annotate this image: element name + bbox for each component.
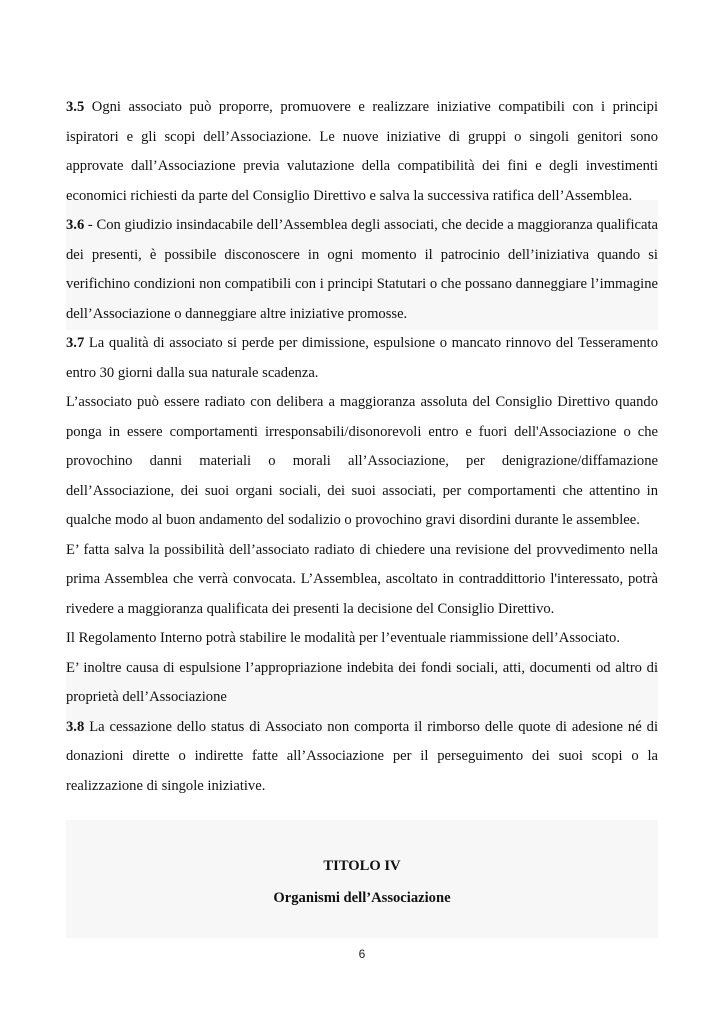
paragraph: Il Regolamento Interno potrà stabilire le modalità per l’eventuale riammissione dell’Associato. [66,630,620,646]
article-number: 3.6 [66,217,85,233]
article-3-6 [66,211,658,329]
article-3-8 [66,713,658,802]
section-title: TITOLO IV [323,858,401,874]
article-3-5 [66,93,658,211]
article-number: 3.8 [66,718,85,735]
article-text: La cessazione dello status di Associato non comporta il rimborso delle quote di adesione né di donazioni dirette o indirette fatte all’Associazione per il perseguimento dei suoi scopi o la realizzazione di singole iniziative. [66,718,658,794]
paragraph: E’ fatta salva la possibilità dell’associato radiato di chiedere una revisione del provvedimento nella prima Assemblea che verrà convocata. L’Assemblea, ascoltato in contraddittorio l'interessato, potrà rivedere a maggioranza qualificata dei presenti la decisione del Consiglio Direttivo. [66,541,658,617]
article-3-7 [66,329,658,388]
paragraph: L’associato può essere radiato con delibera a maggioranza assoluta del Consiglio Direttivo quando ponga in essere comportamenti irresponsabili/disonorevoli entro e fuori dell'Associazione o che provochino danni materiali o morali all’Associazione, per denigrazione/diffamazione dell’Associazione, dei suoi organi sociali, dei suoi associati, per comportamenti che attentino in qualche modo al buon andamento del sodalizio o provochino gravi disordini durante le assemblee. [66,394,658,528]
page-number: 6 [358,947,366,961]
article-number: 3.5 [66,99,85,115]
article-text: Ogni associato può proporre, promuovere e realizzare iniziative compatibili con i principi ispiratori e gli scopi dell’Associazione. Le nuove iniziative di gruppi o singoli genitori sono approvate dall’Associazione previa valutazione della compatibilità dei fini e degli investimenti economici richiesti da parte del Consiglio Direttivo e salva la successiva ratifica dell’Assemblea. [66,99,658,204]
shaded-region [66,820,658,938]
section-subtitle: Organismi dell’Associazione [273,890,451,906]
article-text: - Con giudizio insindacabile dell’Assemblea degli associati, che decide a maggioranza qualificata dei presenti, è possibile disconoscere in ogni momento il patrocinio dell’iniziativa quando si verifichino condizioni non compatibili con i principi Statutari o che possano danneggiare l’immagine dell’Associazione o danneggiare altre iniziative promosse. [66,217,658,322]
article-text: La qualità di associato si perde per dimissione, espulsione o mancato rinnovo del Tesseramento entro 30 giorni dalla sua naturale scadenza. [66,335,658,381]
article-number: 3.7 [66,335,85,351]
paragraph: E’ inoltre causa di espulsione l’appropriazione indebita dei fondi sociali, atti, documenti od altro di proprietà dell’Associazione [66,659,658,705]
document-body [66,93,658,801]
